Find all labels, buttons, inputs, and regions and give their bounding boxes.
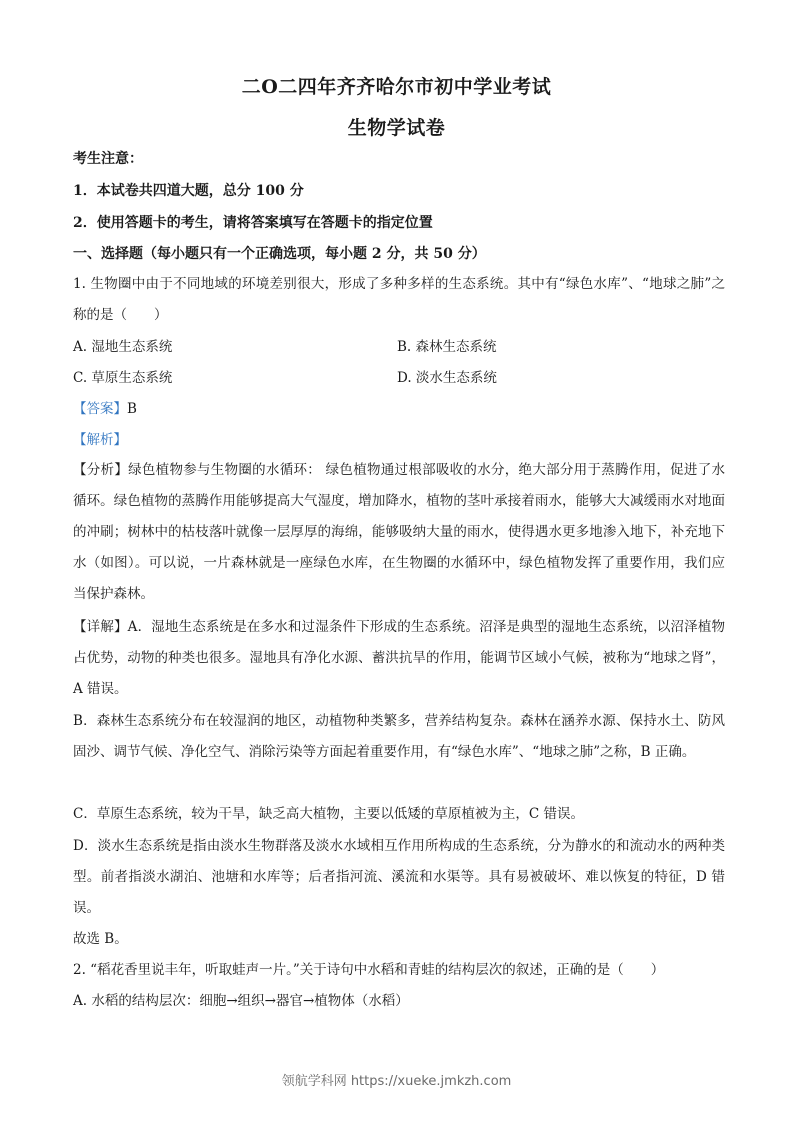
- exam-title: 二O二四年齐齐哈尔市初中学业考试: [241, 76, 552, 98]
- notice-heading: 考生注意：: [73, 151, 143, 167]
- answer-line: [73, 398, 723, 420]
- question-1-option-b: B. 森林生态系统: [397, 339, 497, 355]
- detail-paragraph-d: D．淡水生态系统是指由淡水生物群落及淡水水域相互作用所构成的生态系统，分为静水的和流动水的两种类型。前者指淡水湖泊、池塘和水库等；后者指河流、溪流和水渠等。具有易被破坏、难以恢复的特征，D 错误。: [73, 838, 725, 916]
- answer-value: B: [127, 401, 137, 417]
- section-heading: 一、选择题（每小题只有一个正确选项，每小题 2 分，共 50 分）: [73, 246, 486, 262]
- detail-paragraph-c: C．草原生态系统，较为干旱，缺乏高大植物，主要以低矮的草原植被为主，C 错误。: [73, 806, 584, 822]
- analysis-paragraph: 【分析】绿色植物参与生物圈的水循环： 绿色植物通过根部吸收的水分，绝大部分用于蒸腾作用，促进了水循环。绿色植物的蒸腾作用能够提高大气湿度，增加降水，植物的茎叶承接着雨水，能够大大减缓雨水对地面的冲刷；树林中的枯枝落叶就像一层厚厚的海绵，能够吸纳大量的雨水，使得遇水更多地渗入地下，补充地下水（如图）。可以说，一片森林就是一座绿色水库，在生物圈的水循环中，绿色植物发挥了重要作用，我们应当保护森林。: [73, 462, 725, 602]
- notice-item-1: 1．本试卷共四道大题，总分 100 分: [73, 183, 304, 199]
- question-2-option-a: A. 水稻的结构层次：细胞→组织→器官→植物体（水稻）: [73, 993, 409, 1009]
- question-1-option-c: C. 草原生态系统: [73, 370, 173, 386]
- analysis-tag: 【解析】: [73, 432, 127, 448]
- question-1-option-a: A. 湿地生态系统: [73, 339, 173, 355]
- question-1-stem: 1. 生物圈中由于不同地域的环境差别很大，形成了多种多样的生态系统。其中有“绿色水库”、“地球之肺”之称的是（ ）: [73, 276, 725, 323]
- question-2-stem: 2. “稻花香里说丰年，听取蛙声一片。”关于诗句中水稻和青蛙的结构层次的叙述，正确的是（ ）: [73, 962, 665, 978]
- question-1-option-d: D. 淡水生态系统: [397, 370, 497, 386]
- footer-watermark: 领航学科网 https://xueke.jmkzh.com: [281, 1074, 512, 1089]
- detail-paragraph-a: 【详解】A．湿地生态系统是在多水和过湿条件下形成的生态系统。沼泽是典型的湿地生态系统，以沼泽植物占优势，动物的种类也很多。湿地具有净化水源、蓄洪抗旱的作用，能调节区域小气候，被称为“地球之肾”，A 错误。: [73, 619, 725, 697]
- answer-tag: 【答案】: [73, 401, 127, 417]
- conclusion: 故选 B。: [73, 931, 128, 947]
- exam-subtitle: 生物学试卷: [347, 117, 446, 139]
- detail-paragraph-b: B．森林生态系统分布在较湿润的地区，动植物种类繁多，营养结构复杂。森林在涵养水源、保持水土、防风固沙、调节气候、净化空气、消除污染等方面起着重要作用，有“绿色水库”、“地球之肺”之称，B 正确。: [73, 713, 725, 760]
- notice-item-2: 2．使用答题卡的考生，请将答案填写在答题卡的指定位置: [73, 215, 433, 231]
